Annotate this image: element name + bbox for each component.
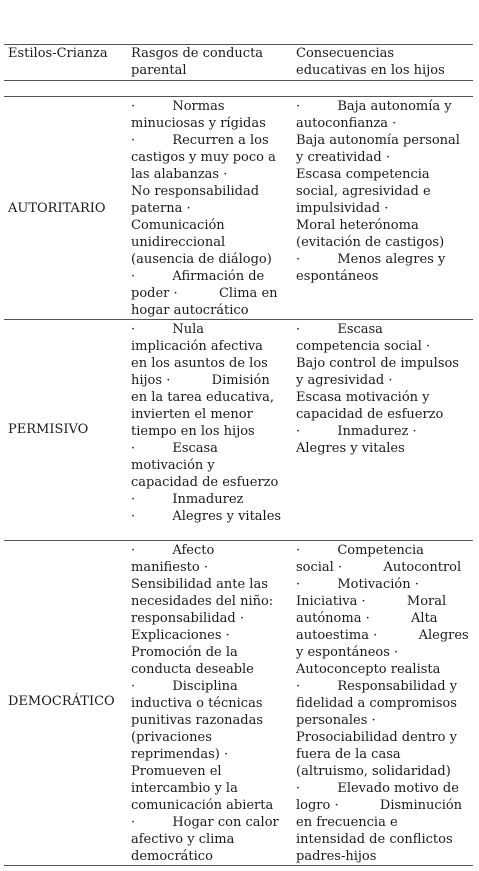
row-consequences: · Baja autonomía y autoconfianza · Baja autonomía personal y creatividad · Escasa competencia social, agresividad e impulsividad · Moral heterónoma (evitación de castigos) · Menos alegres y espontáneos: [296, 99, 460, 284]
rule-bottom: [4, 865, 473, 866]
row-traits: · Afecto manifiesto · Sensibilidad ante las necesidades del niño: responsabilidad · Explicaciones · Promoción de la conducta deseable · Disciplina inductiva o técnicas punitivas razonadas (privaciones reprimendas) · Promueven el intercambio y la comunicación abierta · Hogar con calor afectivo y clima democrático: [131, 543, 279, 864]
header-col-traits: Rasgos de conducta parental: [131, 46, 264, 78]
rule-row1-bottom: [4, 319, 473, 320]
rule-row2-bottom: [4, 540, 473, 541]
header-col-style: Estilos-Crianza: [8, 46, 108, 61]
rule-body-top: [4, 96, 473, 97]
row-style-label: DEMOCRÁTICO: [8, 694, 115, 709]
row-consequences: · Competencia social · Autocontrol · Motivación · Iniciativa · Moral autónoma · Alta autoestima · Alegres y espontáneos · Autoconcepto realista · Responsabilidad y fidelidad a compromisos personales · Prosociabilidad dentro y fuera de la casa (altruismo, solidaridad) · Elevado motivo de logro · Disminución en frecuencia e intensidad de conflictos padres-hijos: [296, 543, 469, 864]
row-traits: · Nula implicación afectiva en los asuntos de los hijos · Dimisión en la tarea educativa, invierten el menor tiempo en los hijos · Escasa motivación y capacidad de esfuerzo · Inmadurez · Alegres y vitales: [131, 322, 282, 524]
row-traits: · Normas minuciosas y rígidas · Recurren a los castigos y muy poco a las alabanzas · No responsabilidad paterna · Comunicación unidireccional (ausencia de diálogo) · Afirmación de poder · Clima en hogar autocrático: [131, 99, 278, 318]
rule-header-bottom: [4, 80, 473, 81]
header-col-consequences: Consecuencias educativas en los hijos: [296, 46, 445, 78]
row-consequences: · Escasa competencia social · Bajo control de impulsos y agresividad · Escasa motivación y capacidad de esfuerzo · Inmadurez · Alegres y vitales: [296, 322, 459, 456]
row-style-label: PERMISIVO: [8, 422, 89, 437]
row-style-label: AUTORITARIO: [8, 201, 106, 216]
